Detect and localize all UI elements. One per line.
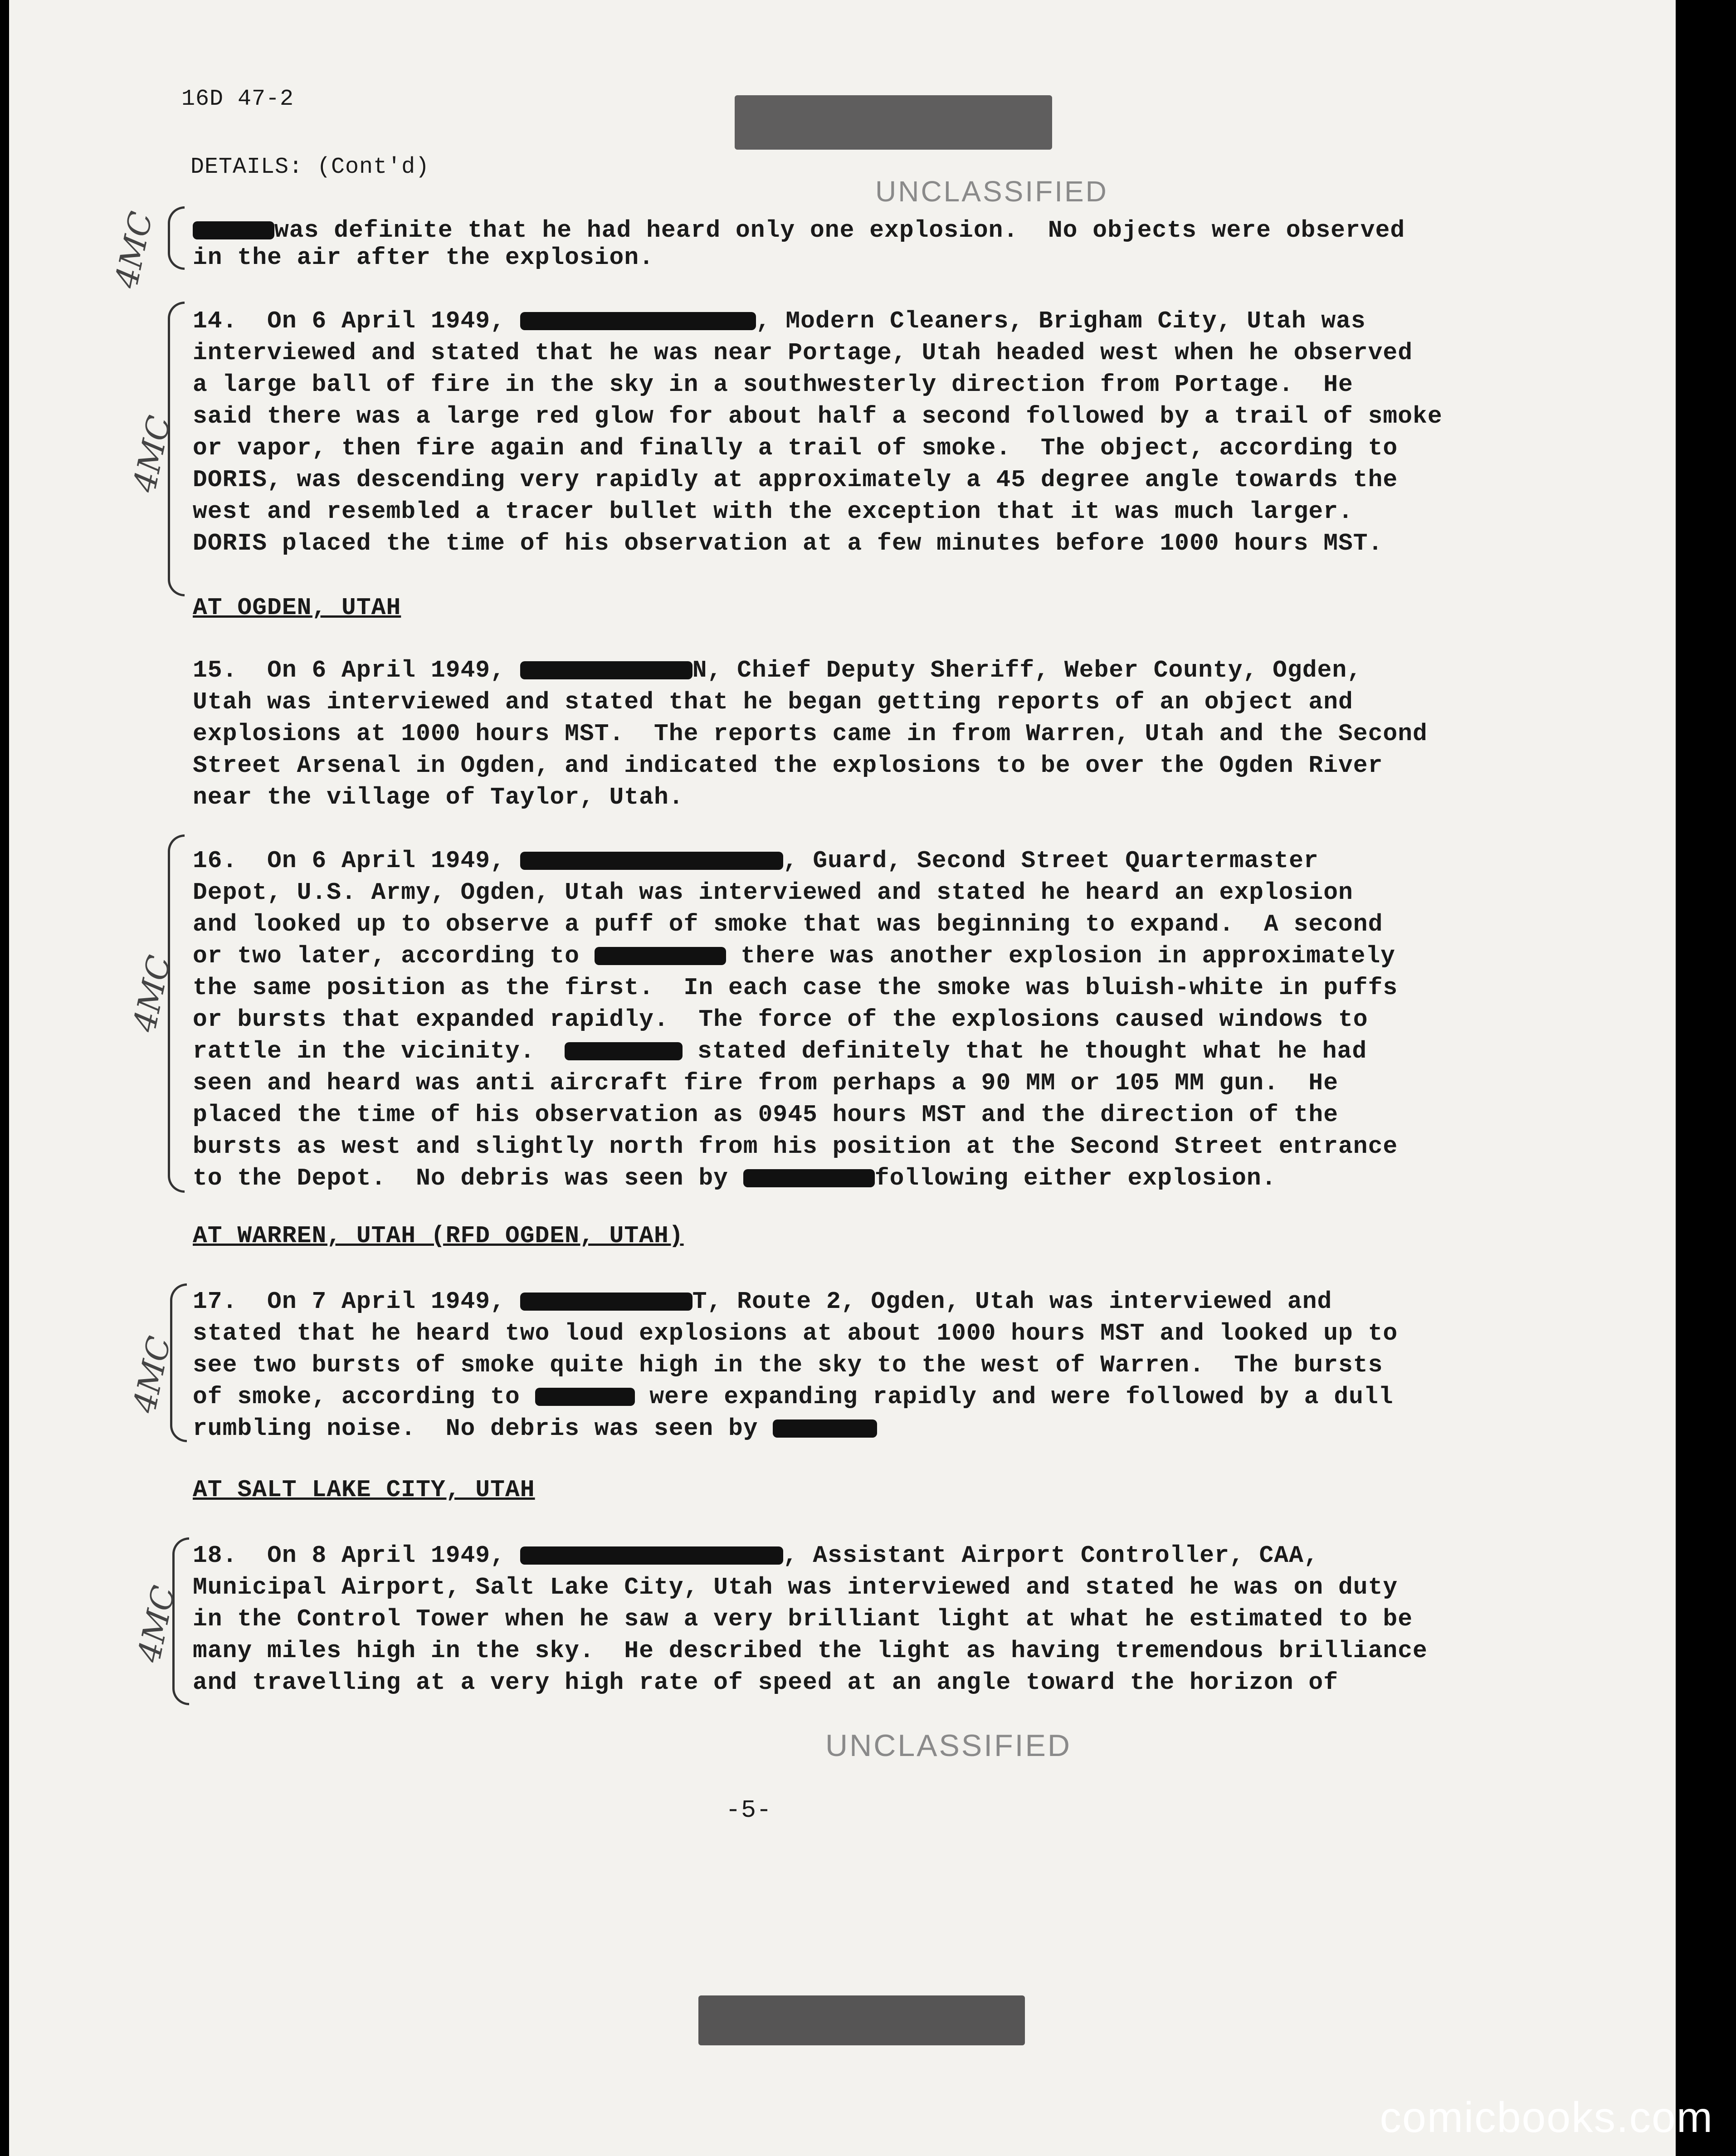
- details-heading: DETAILS: (Cont'd): [190, 154, 430, 180]
- redaction: [773, 1419, 877, 1438]
- para-14-line-5: or vapor, then fire again and finally a trail of smoke. The object, according to: [193, 434, 1398, 462]
- margin-initials: 4MC: [126, 952, 178, 1035]
- section-heading-salt-lake-city: AT SALT LAKE CITY, UTAH: [193, 1476, 535, 1503]
- para-16-line-10: bursts as west and slightly north from his position at the Second Street entrance: [193, 1133, 1398, 1160]
- redaction: [520, 661, 692, 679]
- unclassified-stamp-bottom: UNCLASSIFIED: [825, 1728, 1072, 1763]
- para-17-line-2: stated that he heard two loud explosions at about 1000 hours MST and looked up to: [193, 1320, 1398, 1347]
- para-14-line-6: DORIS, was descending very rapidly at approximately a 45 degree angle towards the: [193, 466, 1398, 493]
- para-14-line-1: 14. On 6 April 1949, , Modern Cleaners, Brigham City, Utah was: [193, 307, 1366, 335]
- para-14-line-3: a large ball of fire in the sky in a southwesterly direction from Portage. He: [193, 371, 1353, 398]
- para-17-line-4: of smoke, according to were expanding rapidly and were followed by a dull: [193, 1383, 1394, 1410]
- para-14-line-2: interviewed and stated that he was near Portage, Utah headed west when he observed: [193, 339, 1413, 366]
- margin-bracket: [168, 834, 185, 1193]
- para-17-line-3: see two bursts of smoke quite high in the sky to the west of Warren. The bursts: [193, 1351, 1383, 1379]
- redaction: [743, 1169, 875, 1187]
- para-16-line-3: and looked up to observe a puff of smoke that was beginning to expand. A second: [193, 911, 1383, 938]
- margin-initials: 4MC: [130, 1582, 183, 1666]
- para-14-line-4: said there was a large red glow for about half a second followed by a trail of smoke: [193, 403, 1443, 430]
- document-page: [9, 0, 1676, 2156]
- redaction: [193, 221, 274, 239]
- para-18-line-2: Municipal Airport, Salt Lake City, Utah was interviewed and stated he was on duty: [193, 1574, 1398, 1601]
- para-16-line-11: to the Depot. No debris was seen by following either explosion.: [193, 1165, 1277, 1192]
- para-15-line-4: Street Arsenal in Ogden, and indicated the explosions to be over the Ogden River: [193, 752, 1383, 779]
- redaction: [535, 1388, 635, 1406]
- para-15-line-1: 15. On 6 April 1949, N, Chief Deputy Sheriff, Weber County, Ogden,: [193, 657, 1362, 684]
- para-16-line-9: placed the time of his observation as 0945 hours MST and the direction of the: [193, 1101, 1338, 1128]
- para-16-line-6: or bursts that expanded rapidly. The force of the explosions caused windows to: [193, 1006, 1368, 1033]
- para-18-line-3: in the Control Tower when he saw a very brilliant light at what he estimated to be: [193, 1605, 1413, 1633]
- para-15-line-5: near the village of Taylor, Utah.: [193, 784, 684, 811]
- para-16-line-4: or two later, according to there was another explosion in approximately: [193, 942, 1395, 970]
- para-14-line-7: west and resembled a tracer bullet with the exception that it was much larger.: [193, 498, 1353, 525]
- unclassified-stamp-top: UNCLASSIFIED: [875, 175, 1108, 208]
- redaction: [595, 947, 726, 965]
- para-13-line-1: was definite that he had heard only one explosion. No objects were observed: [193, 217, 1405, 244]
- para-14-line-8: DORIS placed the time of his observation at a few minutes before 1000 hours MST.: [193, 530, 1383, 557]
- para-18-line-4: many miles high in the sky. He described the light as having tremendous brilliance: [193, 1637, 1428, 1664]
- para-18-line-1: 18. On 8 April 1949, , Assistant Airport Controller, CAA,: [193, 1542, 1319, 1569]
- para-18-line-5: and travelling at a very high rate of speed at an angle toward the horizon of: [193, 1669, 1338, 1696]
- confidential-stamp-bottom: [698, 1995, 1025, 2045]
- section-heading-warren: AT WARREN, UTAH (RFD OGDEN, UTAH): [193, 1222, 684, 1249]
- para-13-line-2: in the air after the explosion.: [193, 244, 654, 271]
- para-16-line-8: seen and heard was anti aircraft fire from perhaps a 90 MM or 105 MM gun. He: [193, 1069, 1338, 1097]
- section-heading-ogden: AT OGDEN, UTAH: [193, 594, 401, 621]
- para-15-line-3: explosions at 1000 hours MST. The reports came in from Warren, Utah and the Second: [193, 720, 1428, 747]
- page-number: -5-: [726, 1796, 772, 1824]
- margin-initials: 4MC: [107, 208, 160, 292]
- confidential-stamp-top: [735, 95, 1052, 150]
- redaction: [565, 1042, 683, 1060]
- margin-initials: 4MC: [126, 412, 178, 496]
- para-16-line-2: Depot, U.S. Army, Ogden, Utah was interviewed and stated he heard an explosion: [193, 879, 1353, 906]
- redaction: [520, 1293, 692, 1311]
- redaction: [520, 312, 756, 330]
- para-15-line-2: Utah was interviewed and stated that he began getting reports of an object and: [193, 688, 1353, 716]
- redaction: [520, 1546, 783, 1565]
- file-number: 16D 47-2: [181, 86, 294, 112]
- para-17-line-5: rumbling noise. No debris was seen by: [193, 1415, 877, 1442]
- para-16-line-7: rattle in the vicinity. stated definitely that he thought what he had: [193, 1038, 1367, 1065]
- margin-bracket: [168, 206, 185, 270]
- para-16-line-5: the same position as the first. In each case the smoke was bluish-white in puffs: [193, 974, 1398, 1001]
- site-watermark: comicbooks.com: [1380, 2093, 1713, 2141]
- para-16-line-1: 16. On 6 April 1949, , Guard, Second Street Quartermaster: [193, 847, 1319, 874]
- para-17-line-1: 17. On 7 April 1949, T, Route 2, Ogden, Utah was interviewed and: [193, 1288, 1332, 1315]
- margin-initials: 4MC: [126, 1333, 178, 1416]
- redaction: [520, 852, 783, 870]
